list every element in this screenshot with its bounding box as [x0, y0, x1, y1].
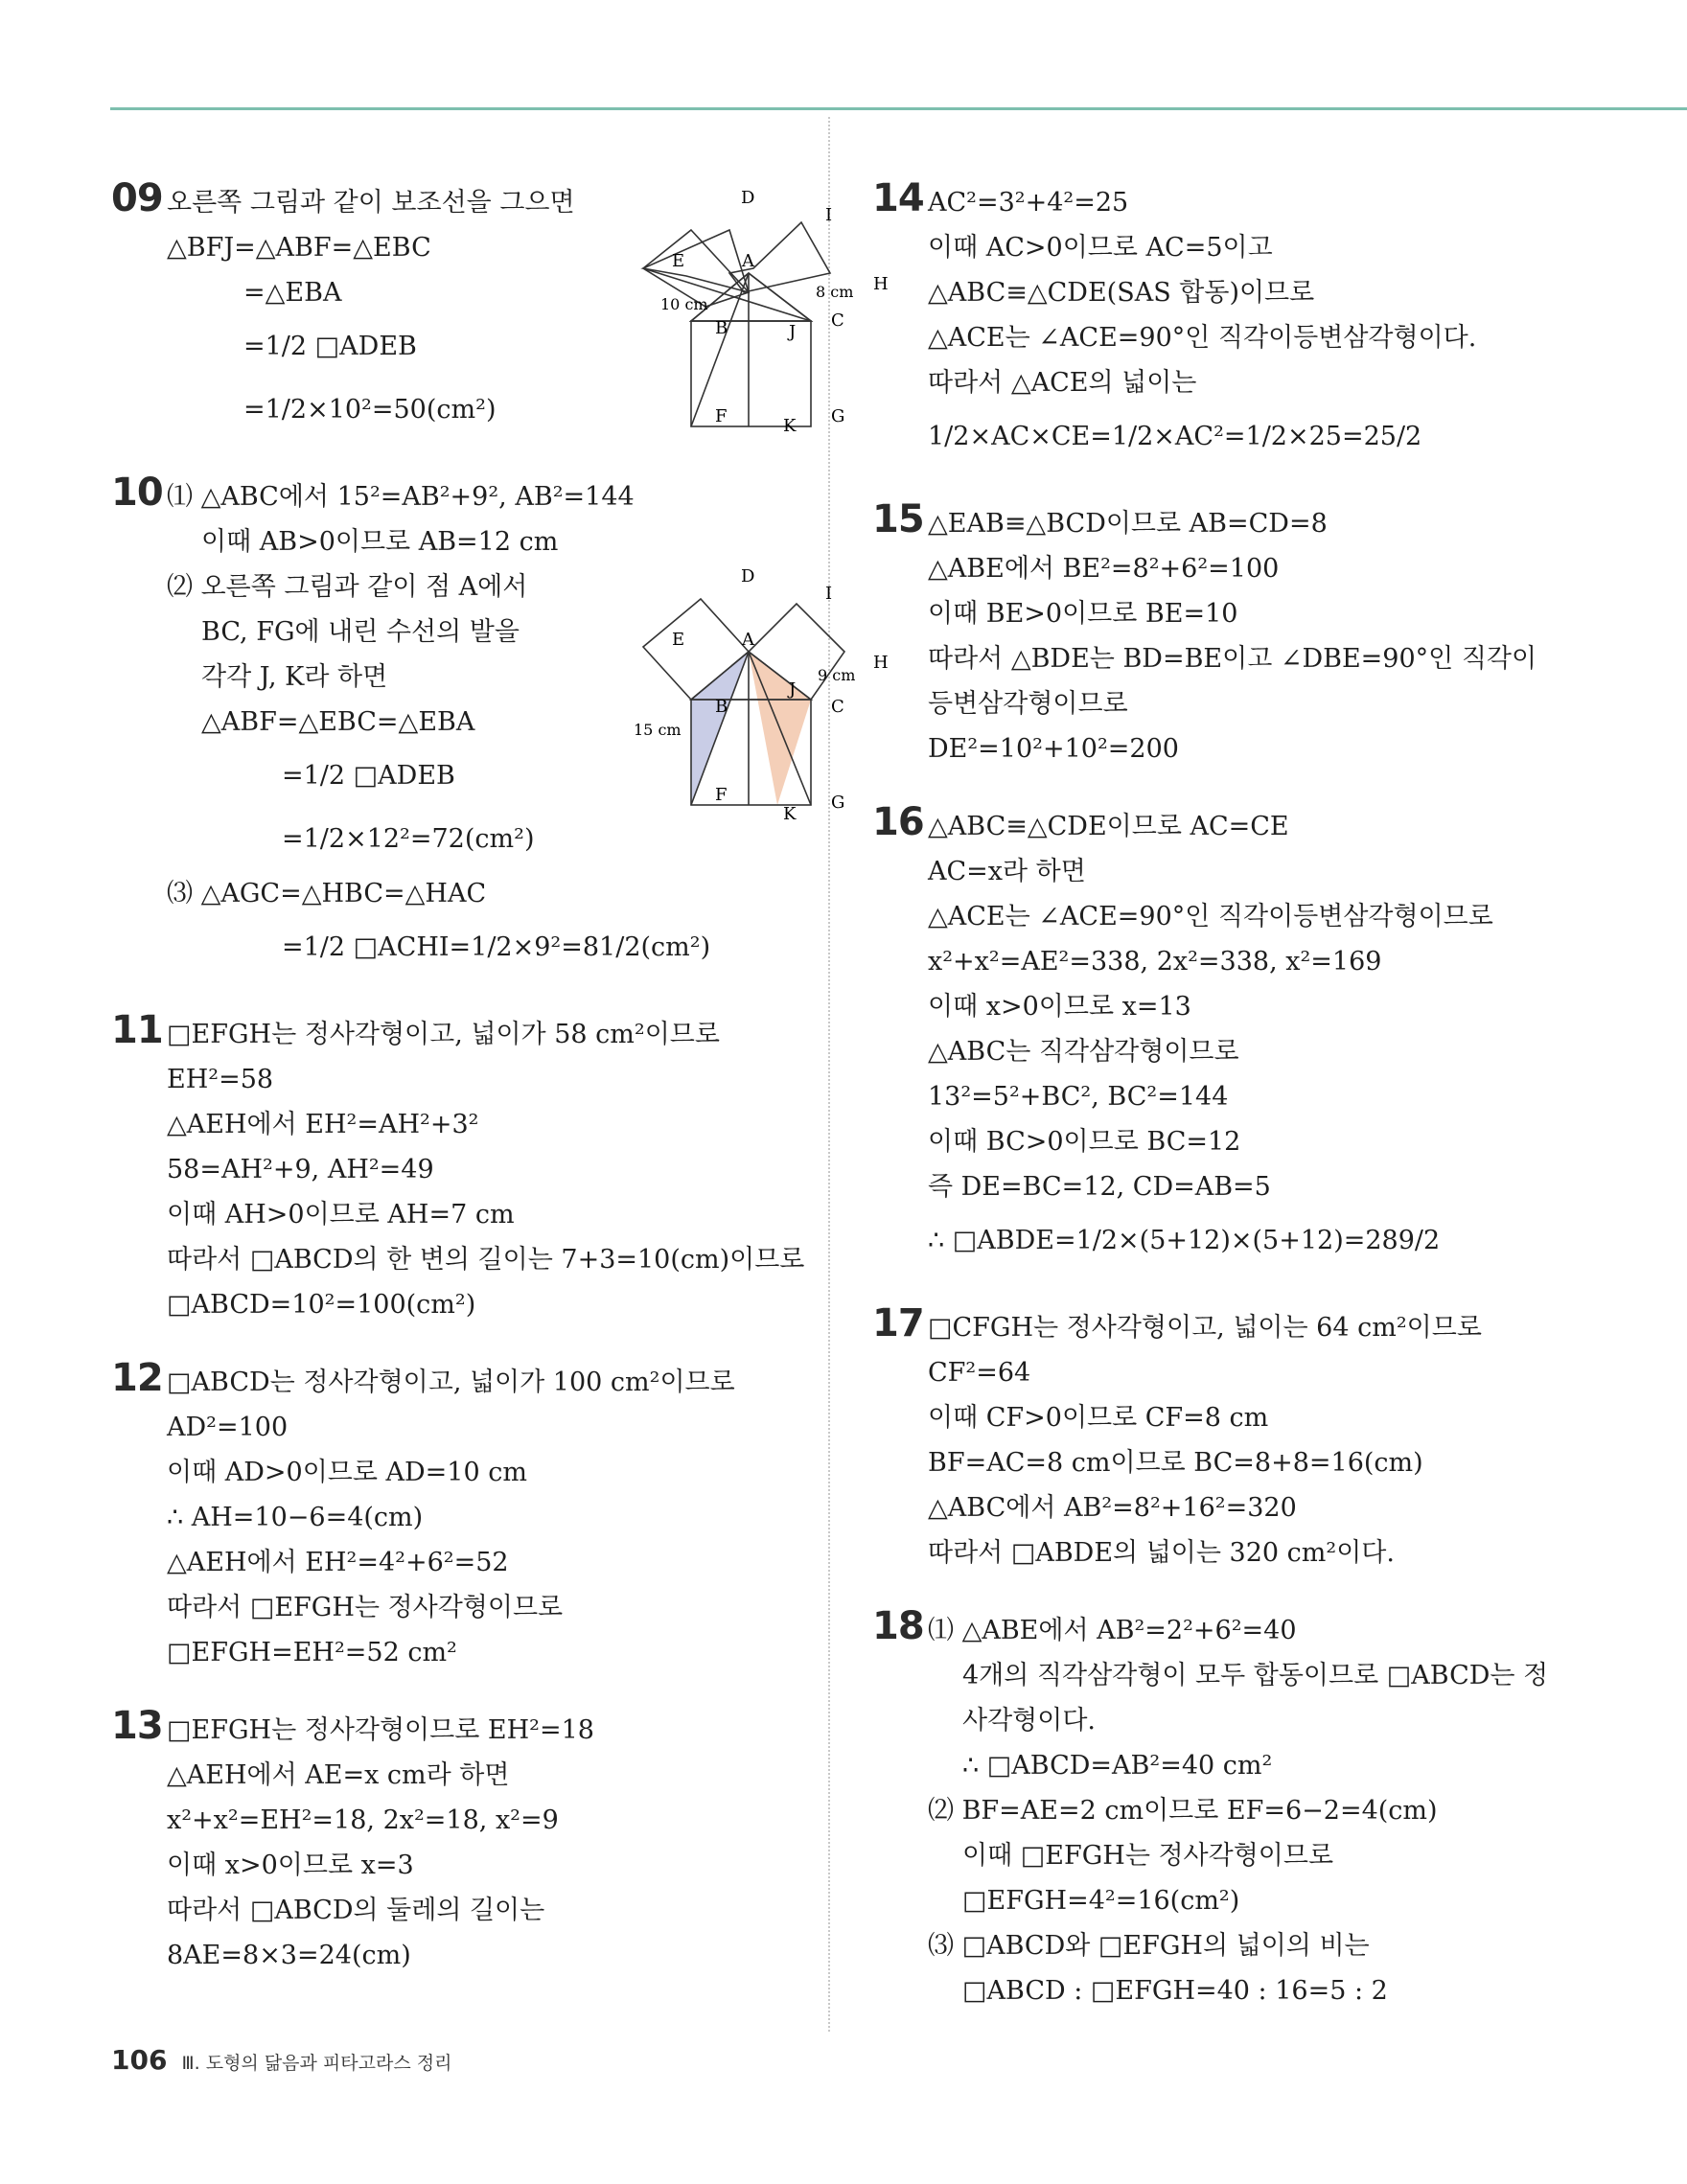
solution-line: 이때 □EFGH는 정사각형이므로 [962, 1841, 1334, 1871]
solution-line: =△EBA [243, 278, 342, 308]
solution-line: ⑴ △ABE에서 AB²=2²+6²=40 [928, 1616, 1297, 1645]
solution-line: 이때 AC>0이므로 AC=5이고 [928, 233, 1273, 263]
vertex-label: F [715, 785, 728, 805]
vertex-label: I [825, 205, 833, 225]
problem-number: 12 [111, 1356, 163, 1400]
solution-line: BF=AC=8 cm이므로 BC=8+8=16(cm) [928, 1448, 1423, 1478]
vertex-label: H [873, 653, 889, 673]
solution-line: 따라서 □ABCD의 한 변의 길이는 7+3=10(cm)이므로 [167, 1245, 805, 1275]
solution-line: ⑵ 오른쪽 그림과 같이 점 A에서 [167, 572, 528, 602]
solution-line: 따라서 □EFGH는 정사각형이므로 [167, 1593, 564, 1622]
solution-line: =1/2×12²=72(cm²) [282, 824, 535, 854]
vertex-label: E [672, 630, 685, 650]
problem-number: 10 [111, 471, 163, 515]
left-column [111, 176, 889, 2011]
vertex-label: B [715, 318, 728, 338]
right-column [872, 176, 1658, 2046]
solution-line: □EFGH는 정사각형이고, 넓이가 58 cm²이므로 [167, 1020, 720, 1049]
solution-line: ⑶ □ABCD와 □EFGH의 넓이의 비는 [928, 1931, 1370, 1961]
vertex-label: J [789, 322, 797, 342]
pythagoras-figure-10 [538, 561, 902, 819]
solution-line: △ABE에서 BE²=8²+6²=100 [928, 554, 1280, 584]
problem-number: 18 [872, 1604, 924, 1648]
length-label: 8 cm [816, 283, 854, 301]
solution-line: □ABCD : □EFGH=40 : 16=5 : 2 [962, 1976, 1388, 2006]
vertex-label: G [831, 793, 845, 813]
solution-line: △AEH에서 EH²=4²+6²=52 [167, 1548, 509, 1577]
problem-number: 16 [872, 800, 924, 844]
solution-line: △AEH에서 AE=x cm라 하면 [167, 1760, 510, 1790]
solution-line: ∴ □ABDE=1/2×(5+12)×(5+12)=289/2 [928, 1226, 1441, 1255]
solution-line: 이때 CF>0이므로 CF=8 cm [928, 1403, 1269, 1433]
solution-line: =1/2 □ACHI=1/2×9²=81/2(cm²) [282, 932, 711, 962]
page-footer [111, 2044, 451, 2076]
solution-line: △ABC에서 AB²=8²+16²=320 [928, 1493, 1297, 1523]
solution-line: △ACE는 ∠ACE=90°인 직각이등변삼각형이므로 [928, 902, 1493, 931]
solution-line: ∴ □ABCD=AB²=40 cm² [962, 1751, 1273, 1781]
solution-line: △AEH에서 EH²=AH²+3² [167, 1110, 479, 1139]
length-label: 15 cm [634, 721, 682, 739]
vertex-label: K [783, 804, 797, 819]
solution-line: 등변삼각형이므로 [928, 689, 1128, 719]
solution-line: △ABC는 직각삼각형이므로 [928, 1037, 1239, 1067]
length-label: 9 cm [818, 666, 856, 684]
solution-line: △BFJ=△ABF=△EBC [167, 233, 431, 263]
solution-line: □ABCD=10²=100(cm²) [167, 1290, 476, 1320]
solution-line: 13²=5²+BC², BC²=144 [928, 1082, 1229, 1112]
solution-line: 따라서 □ABCD의 둘레의 길이는 [167, 1896, 545, 1925]
problem-number: 14 [872, 176, 924, 220]
top-rule [110, 107, 1687, 110]
solution-line: AC=x라 하면 [928, 857, 1086, 886]
vertex-label: F [715, 406, 728, 426]
vertex-label: G [831, 406, 845, 426]
solution-line: △ABC≡△CDE(SAS 합동)이므로 [928, 278, 1315, 308]
problem-18 [872, 1604, 1658, 2013]
solution-line: 1/2×AC×CE=1/2×AC²=1/2×25=25/2 [928, 422, 1422, 451]
solution-line: 이때 BE>0이므로 BE=10 [928, 599, 1238, 629]
solution-line: AD²=100 [167, 1413, 289, 1442]
solution-line: 4개의 직각삼각형이 모두 합동이므로 □ABCD는 정 [962, 1661, 1549, 1690]
problem-12 [111, 1356, 811, 1675]
solution-line: △EAB≡△BCD이므로 AB=CD=8 [928, 509, 1328, 539]
solution-line: 따라서 △BDE는 BD=BE이고 ∠DBE=90°인 직각이 [928, 644, 1537, 674]
solution-line: △ABF=△EBC=△EBA [201, 707, 475, 737]
solution-line: CF²=64 [928, 1358, 1031, 1388]
solution-line: 58=AH²+9, AH²=49 [167, 1155, 434, 1184]
solution-line: □EFGH=4²=16(cm²) [962, 1886, 1240, 1916]
problem-16 [872, 800, 1658, 1273]
solution-line: 8AE=8×3=24(cm) [167, 1941, 411, 1970]
vertex-label: B [715, 697, 728, 717]
solution-line: =1/2 □ADEB [282, 761, 455, 791]
solution-line: AC²=3²+4²=25 [928, 188, 1129, 218]
solution-line: 즉 DE=BC=12, CD=AB=5 [928, 1172, 1271, 1202]
solution-line: 따라서 □ABDE의 넓이는 320 cm²이다. [928, 1538, 1395, 1568]
solution-line: BC, FG에 내린 수선의 발을 [201, 617, 520, 647]
vertex-label: I [825, 584, 833, 604]
vertex-label: D [741, 566, 755, 586]
solution-line: 이때 x>0이므로 x=13 [928, 992, 1191, 1022]
vertex-label: E [672, 251, 685, 271]
vertex-label: C [831, 310, 844, 331]
problem-number: 15 [872, 497, 924, 541]
solution-line: =1/2 □ADEB [243, 332, 417, 361]
solution-line: 이때 BC>0이므로 BC=12 [928, 1127, 1241, 1157]
solution-line: 이때 AB>0이므로 AB=12 cm [201, 527, 559, 557]
solution-line: EH²=58 [167, 1065, 274, 1094]
solution-line: 따라서 △ACE의 넓이는 [928, 368, 1197, 398]
solution-line: □EFGH는 정사각형이므로 EH²=18 [167, 1715, 594, 1745]
vertex-label: A [742, 251, 754, 271]
solution-line: □ABCD는 정사각형이고, 넓이가 100 cm²이므로 [167, 1368, 735, 1397]
vertex-label: J [789, 679, 797, 700]
problem-09 [111, 176, 889, 442]
solution-line: ∴ AH=10−6=4(cm) [167, 1503, 424, 1532]
solution-line: ⑵ BF=AE=2 cm이므로 EF=6−2=4(cm) [928, 1796, 1438, 1826]
solution-line: 이때 AD>0이므로 AD=10 cm [167, 1458, 527, 1487]
solution-line: 각각 J, K라 하면 [201, 662, 388, 692]
solution-line: x²+x²=EH²=18, 2x²=18, x²=9 [167, 1805, 559, 1835]
problem-13 [111, 1704, 811, 1978]
problem-15 [872, 497, 1658, 771]
solution-line: 오른쪽 그림과 같이 보조선을 그으면 [167, 188, 575, 218]
vertex-label: K [783, 416, 797, 436]
solution-line: =1/2×10²=50(cm²) [243, 395, 497, 425]
solution-line: 이때 x>0이므로 x=3 [167, 1851, 414, 1880]
problem-number: 17 [872, 1301, 924, 1345]
solution-line: ⑶ △AGC=△HBC=△HAC [167, 879, 487, 908]
solution-line: ⑴ △ABC에서 15²=AB²+9², AB²=144 [167, 482, 635, 512]
pythagoras-figure-09 [538, 182, 902, 441]
solution-line: DE²=10²+10²=200 [928, 734, 1179, 764]
problem-number: 09 [111, 176, 163, 220]
problem-number: 13 [111, 1704, 163, 1748]
chapter-title: Ⅲ. 도형의 닮음과 피타고라스 정리 [181, 2053, 452, 2074]
solution-line: 사각형이다. [962, 1706, 1096, 1736]
solution-line: △ACE는 ∠ACE=90°인 직각이등변삼각형이다. [928, 323, 1477, 353]
problem-number: 11 [111, 1008, 163, 1052]
vertex-label: D [741, 188, 755, 208]
problem-14 [872, 176, 1658, 469]
solution-line: x²+x²=AE²=338, 2x²=338, x²=169 [928, 947, 1382, 977]
vertex-label: A [742, 630, 754, 650]
solution-line: 이때 AH>0이므로 AH=7 cm [167, 1200, 515, 1230]
solution-line: □CFGH는 정사각형이고, 넓이는 64 cm²이므로 [928, 1313, 1482, 1343]
problem-17 [872, 1301, 1658, 1575]
vertex-label: C [831, 697, 844, 717]
solution-line: □EFGH=EH²=52 cm² [167, 1638, 457, 1667]
length-label: 10 cm [660, 295, 708, 313]
vertex-label: H [873, 274, 889, 294]
problem-10 [111, 471, 889, 979]
problem-11 [111, 1008, 811, 1327]
page-number: 106 [111, 2044, 168, 2076]
solution-line: △ABC≡△CDE이므로 AC=CE [928, 812, 1289, 841]
